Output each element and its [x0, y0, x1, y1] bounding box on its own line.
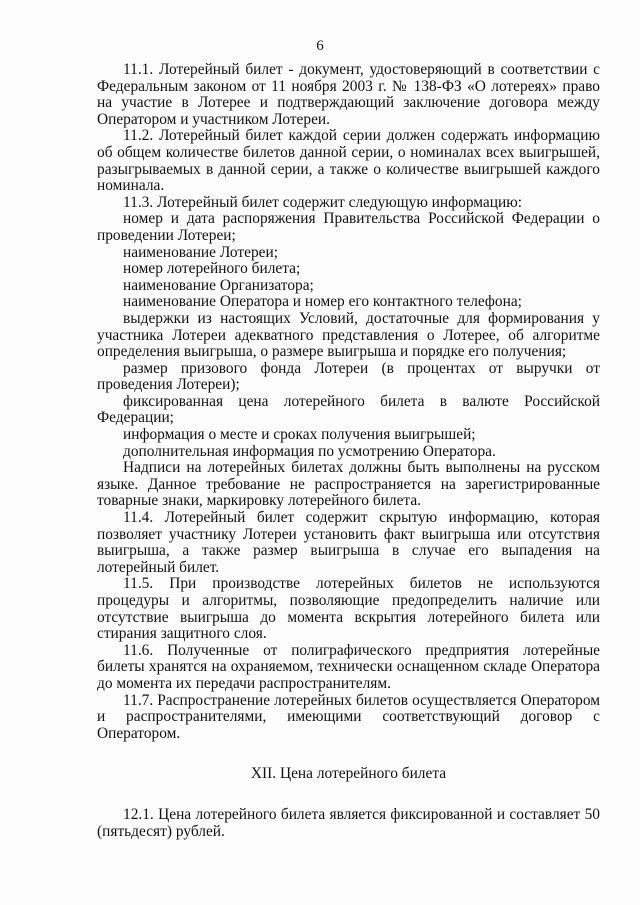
list-item: наименование Лотереи;: [123, 243, 278, 261]
paragraph-11-6: 11.6. Полученные от полиграфического предприятия лотерейные билеты хранятся на охраняемом, технически оснащенном складе Оператора до момента их передачи распространителям.: [97, 641, 600, 692]
list-item: фиксированная цена лотерейного билета в валюте Российской Федерации;: [97, 392, 600, 427]
paragraph-11-7: 11.7. Распространение лотерейных билетов осуществляется Оператором и распространителями, имеющими соответствующий договор с Оператором.: [97, 691, 600, 742]
paragraph-11-4: 11.4. Лотерейный билет содержит скрытую информацию, которая позволяет участнику Лотереи установить факт выигрыша или отсутствия выигрыша, а также размер выигрыша в случае его выпадения на лотерейный билет.: [97, 509, 600, 576]
list-item: номер и дата распоряжения Правительства Российской Федерации о проведении Лотереи;: [97, 210, 600, 244]
list-item: наименование Оператора и номер его контактного телефона;: [123, 293, 522, 311]
list-item: размер призового фонда Лотереи (в процентах от выручки от проведения Лотереи);: [97, 359, 600, 394]
paragraph-11-5: 11.5. При производстве лотерейных билетов не используются процедуры и алгоритмы, позволяющие предопределить наличие или отсутствие выигрыша до момента вскрытия лотерейного билета или стирания защитного слоя.: [97, 575, 600, 643]
paragraph-11-3: 11.3. Лотерейный билет содержит следующую информацию:: [123, 193, 522, 211]
list-item: дополнительная информация по усмотрению Оператора.: [123, 442, 496, 460]
paragraph-11-2: 11.2. Лотерейный билет каждой серии должен содержать информацию об общем количестве билетов данной серии, о номиналах всех выигрышей, разыгрываемых в данной серии, а также о количестве выигрышей каждого номинала.: [97, 127, 600, 195]
paragraph-12-1: 12.1. Цена лотерейного билета является фиксированной и составляет 50 (пятьдесят) рублей.: [97, 805, 600, 840]
paragraph-language-note: Надписи на лотерейных билетах должны быть выполнены на русском языке. Данное требование не распространяется на зарегистрированные товарные знаки, маркировку лотерейного билета.: [97, 459, 600, 510]
list-item: наименование Организатора;: [123, 276, 314, 294]
list-item: выдержки из настоящих Условий, достаточные для формирования у участника Лотереи адекватного представления о Лотерее, об алгоритме определения выигрыша, о размере выигрыша и порядке его получения;: [97, 309, 600, 361]
list-item: информация о месте и сроках получения выигрышей;: [123, 426, 476, 444]
section-heading: XII. Цена лотерейного билета: [250, 765, 447, 783]
page-number: 6: [316, 38, 324, 54]
document-body: [97, 62, 600, 840]
list-item: номер лотерейного билета;: [123, 260, 301, 278]
paragraph-11-1: 11.1. Лотерейный билет - документ, удостоверяющий в соответствии с Федеральным законом от 11 ноября 2003 г. № 138-ФЗ «О лотереях» право на участие в Лотерее и подтверждающий заключение договора между Оператором и участником Лотереи.: [97, 61, 600, 128]
